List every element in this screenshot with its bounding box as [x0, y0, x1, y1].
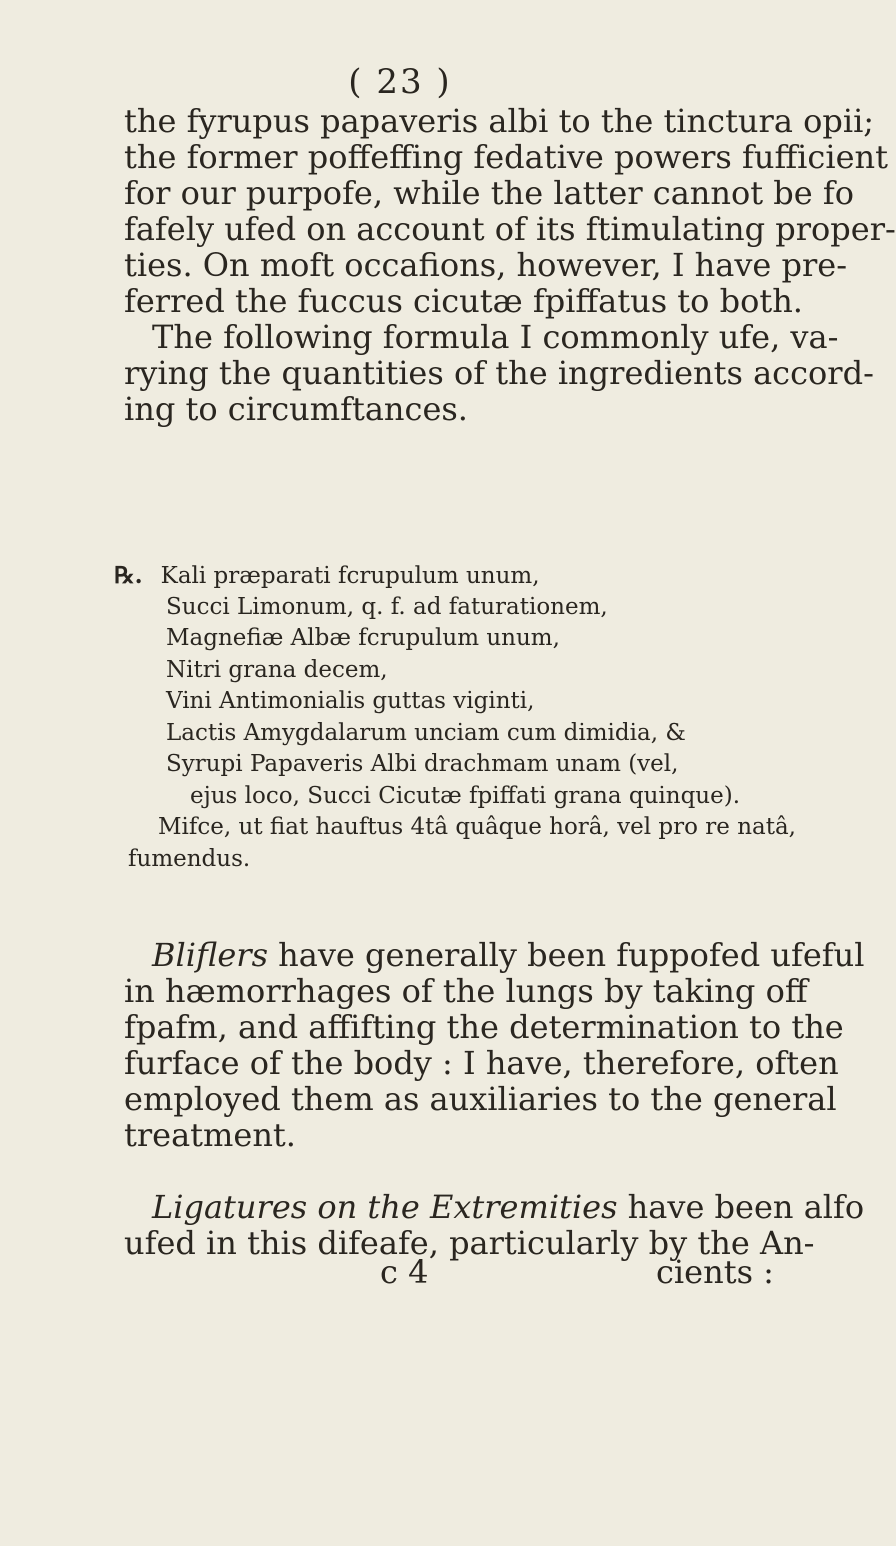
text-line: The following formula I commonly ufe, va-	[152, 318, 839, 356]
prescription	[114, 560, 796, 875]
text-line	[124, 936, 865, 974]
line-continuation: have generally been fuppofed ufeful	[267, 936, 865, 974]
ingredient: Syrupi Papaveris Albi drachmam unam (vel,	[166, 751, 679, 777]
text-line	[124, 1188, 865, 1226]
paragraph-blisters	[124, 936, 865, 1154]
text-line: the fyrupus papaveris albi to the tinctura opii;	[124, 102, 875, 140]
text-line: fpafm, and affifting the determination to the	[124, 1008, 844, 1046]
prescription-line	[114, 560, 768, 592]
text-line: rying the quantities of the ingredients accord-	[124, 354, 874, 392]
text-line: for our purpofe, while the latter cannot be fo	[124, 174, 854, 212]
ligatures-term: Ligatures on the Extremities	[152, 1188, 618, 1226]
text-line: ties. On moft occafions, however, I have pre-	[124, 246, 848, 284]
catchword: cients :	[656, 1253, 774, 1291]
paragraph-formula-intro	[124, 318, 874, 428]
ingredient: ejus loco, Succi Cicutæ fpiffati grana quinque).	[190, 782, 741, 809]
paragraph-ligatures	[124, 1188, 865, 1262]
text-line: ing to circumftances.	[124, 390, 468, 428]
ingredient: Vini Antimonialis guttas viginti,	[166, 688, 535, 714]
text-line: furface of the body : I have, therefore, often	[124, 1044, 839, 1082]
text-line: ferred the fuccus cicutæ fpiffatus to both.	[124, 282, 803, 320]
text-line: fafely ufed on account of its ftimulating proper-	[124, 210, 896, 248]
text-line: the former poffeffing fedative powers fufficient	[124, 138, 888, 176]
text-line: treatment.	[124, 1116, 296, 1154]
page-number: ( 23 )	[348, 62, 452, 102]
recipe-symbol: ℞.	[114, 562, 143, 589]
text-line: in hæmorrhages of the lungs by taking off	[124, 972, 808, 1010]
paragraph-syrup	[124, 102, 896, 320]
ingredient: Kali præparati fcrupulum unum,	[160, 563, 540, 589]
signature-mark: c 4	[380, 1253, 429, 1291]
blisters-term: Bliflers	[152, 936, 268, 974]
directions-line: fumendus.	[128, 845, 251, 872]
ingredient: Nitri grana decem,	[166, 656, 388, 683]
directions-line: Mifce, ut fiat hauftus 4tâ quâque horâ, vel pro re natâ,	[158, 814, 796, 840]
line-continuation: have been alfo	[617, 1188, 865, 1226]
text-line: ufed in this difeafe, particularly by the An-	[124, 1224, 815, 1262]
text-line: employed them as auxiliaries to the general	[124, 1080, 837, 1118]
ingredient: Magnefiæ Albæ fcrupulum unum,	[166, 625, 560, 651]
ingredient: Succi Limonum, q. f. ad faturationem,	[166, 593, 608, 620]
ingredient: Lactis Amygdalarum unciam cum dimidia, &	[166, 719, 686, 746]
